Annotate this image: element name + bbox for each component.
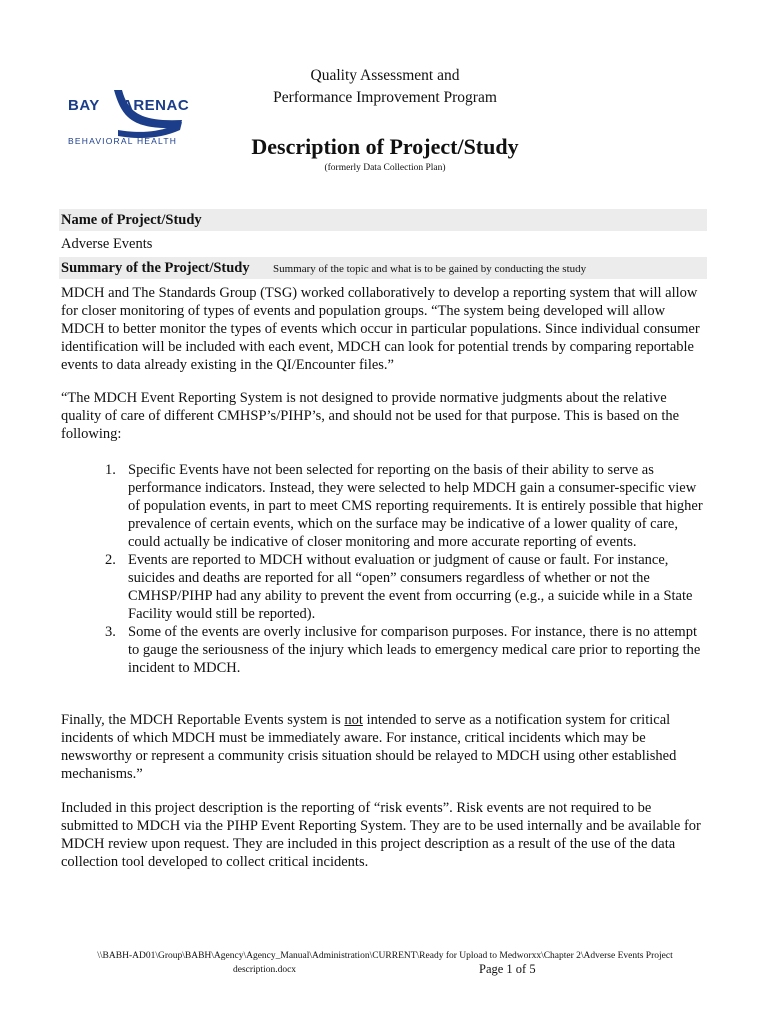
- organization-logo: [62, 78, 192, 150]
- list-item: [95, 461, 707, 551]
- project-name-value: Adverse Events: [61, 236, 153, 252]
- list-item-text: Some of the events are overly inclusive for comparison purposes. For instance, there is no attempt to gauge the seriousness of the injury which leads to emergency medical care prior to reporting the incident to MDCH.: [128, 624, 701, 676]
- logo-word-arenac: ARENAC: [122, 97, 190, 114]
- body-paragraph-2: “The MDCH Event Reporting System is not designed to provide normative judgments about the relative quality of care of different CMHSP’s/PIHP’s, and should not be used for that purpose. This is based on the following:: [61, 390, 680, 442]
- para3-text-start: Finally, the MDCH Reportable Events system is: [61, 712, 345, 728]
- list-item-number: 3.: [105, 624, 116, 640]
- list-item: [95, 551, 707, 623]
- footer-page-number: Page 1 of 5: [479, 962, 536, 976]
- project-summary-hint: Summary of the topic and what is to be gained by conducting the study: [273, 263, 587, 275]
- list-item-number: 1.: [105, 462, 116, 478]
- list-item-text: Specific Events have not been selected for reporting on the basis of their ability to serve as performance indicators. Instead, they were selected to help MDCH gain a consumer-specific view of population events, in part to meet CMS reporting requirements. It is entirely possible that higher prevalence of certain events, which on the surface may be indicative of a lower quality of care, could actually be indicative of closer monitoring and more accurate reporting of events.: [128, 462, 703, 550]
- document-subtitle: (formerly Data Collection Plan): [324, 163, 446, 173]
- project-summary-label: Summary of the Project/Study: [61, 260, 250, 276]
- list-item: [95, 623, 707, 677]
- footer-file-path: \\BABH-AD01\Group\BABH\Agency\Agency_Manual\Administration\CURRENT\Ready for Upload to Medworxx\Chapter 2\Adverse Events Project: [97, 951, 673, 961]
- para3-emphasis: not: [344, 712, 363, 728]
- para3-text-end: intended to serve as a notification system for critical incidents of which MDCH must be immediately aware. For instance, critical incidents which may be newsworthy or represent a community crisis situation should be relayed to MDCH using other established mechanisms.”: [61, 712, 677, 782]
- list-item-text: Events are reported to MDCH without evaluation or judgment of cause or fault. For instance, suicides and deaths are reported for all “open” consumers regardless of whether or not the CMHSP/PIHP had any ability to prevent the event from occurring (e.g., a suicide while in a State Facility would still be reported).: [128, 552, 693, 622]
- project-name-label: Name of Project/Study: [61, 212, 202, 228]
- reasons-list: [95, 461, 707, 677]
- body-paragraph-4: Included in this project description is the reporting of “risk events”. Risk events are not required to be submitted to MDCH via the PIHP Event Reporting System. They are to be used internally and be available for MDCH review upon request. They are included in this project description as a result of the use of the data collection tool developed to collect critical incidents.: [61, 800, 701, 870]
- body-paragraph-1: MDCH and The Standards Group (TSG) worked collaboratively to develop a reporting system that will allow for closer monitoring of types of events and population groups. “The system being developed will allow MDCH to better monitor the types of events which occur in particular populations. Since individual consumer identification will be included with each event, MDCH can look for potential trends by comparing reportable events to data already existing in the QI/Encounter files.”: [61, 285, 700, 373]
- logo-word-bay: BAY: [68, 97, 100, 114]
- footer-file-name: description.docx: [233, 965, 297, 975]
- list-item-number: 2.: [105, 552, 116, 568]
- program-name-line1: Quality Assessment and: [310, 67, 460, 84]
- logo-tagline: BEHAVIORAL HEALTH: [68, 136, 178, 146]
- document-title: Description of Project/Study: [251, 134, 519, 159]
- body-paragraph-3: [61, 711, 707, 783]
- program-name-line2: Performance Improvement Program: [273, 89, 497, 106]
